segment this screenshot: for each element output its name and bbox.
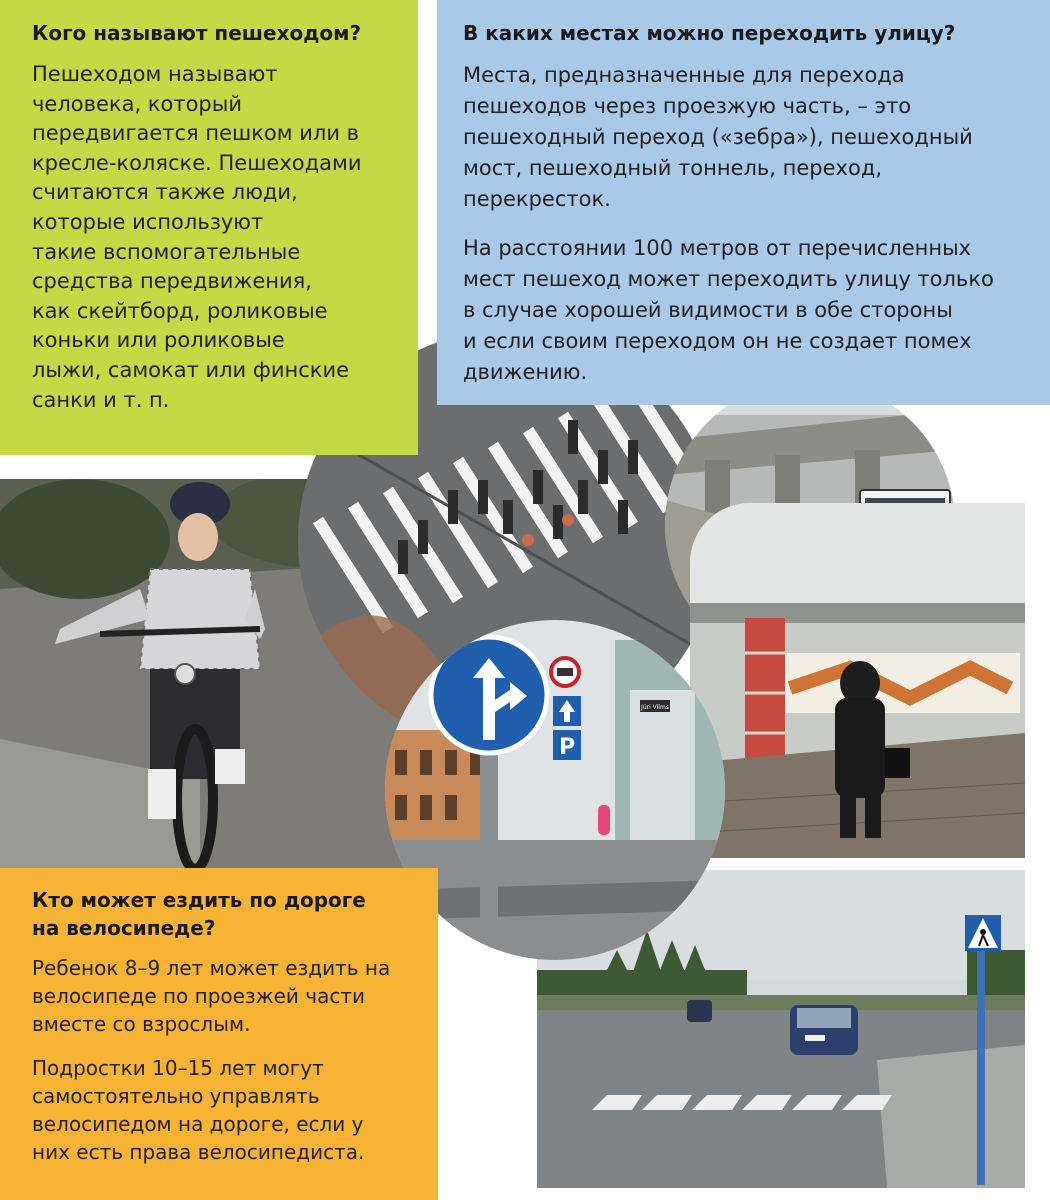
text-line: лыжи, самокат или финские bbox=[32, 357, 350, 382]
text-line: велосипедом на дороге, если у bbox=[32, 1112, 364, 1136]
text-line: мост, пешеходный тоннель, переход, bbox=[463, 156, 883, 180]
text-line: в случае хорошей видимости в обе стороны bbox=[463, 298, 953, 322]
text-line: Ребенок 8–9 лет может ездить на bbox=[32, 956, 391, 980]
text-line: санки и т. п. bbox=[32, 387, 170, 412]
text-line: перекресток. bbox=[463, 187, 611, 211]
crossing-paragraph-1 bbox=[463, 60, 1030, 215]
text-line: коньки или роликовые bbox=[32, 328, 285, 353]
text-line: велосипеде по проезжей части bbox=[32, 984, 365, 1008]
cycling-box bbox=[0, 868, 438, 1200]
text-line: вместе со взрослым. bbox=[32, 1012, 251, 1036]
pedestrian-text bbox=[32, 60, 398, 415]
text-line: как скейтборд, роликовые bbox=[32, 298, 328, 323]
text-line: них есть права велосипедиста. bbox=[32, 1140, 365, 1164]
cycling-paragraph-2 bbox=[32, 1054, 418, 1166]
text-line: считаются также люди, bbox=[32, 180, 298, 205]
text-line: самостоятельно управлять bbox=[32, 1084, 320, 1108]
crossing-paragraph-2 bbox=[463, 233, 1030, 388]
crossing-places-box bbox=[437, 0, 1050, 405]
text-line: движению. bbox=[463, 360, 588, 384]
title-line: на велосипеде? bbox=[32, 916, 216, 940]
text-line: На расстоянии 100 метров от перечисленных bbox=[463, 236, 972, 260]
svg-text:P: P bbox=[558, 735, 576, 760]
cycling-title bbox=[32, 886, 418, 942]
cycling-paragraph-1 bbox=[32, 954, 418, 1038]
text-line: средства передвижения, bbox=[32, 269, 312, 294]
text-line: Подростки 10–15 лет могут bbox=[32, 1056, 324, 1080]
text-line: человека, который bbox=[32, 91, 242, 116]
text-line: мест пешеход может переходить улицу только bbox=[463, 267, 994, 291]
text-line: пешеходный переход («зебра»), пешеходный bbox=[463, 125, 973, 149]
street-name-sign: Jüri Vilms bbox=[641, 704, 669, 711]
pedestrian-definition-box bbox=[0, 0, 418, 455]
text-line: кресле-коляске. Пешеходами bbox=[32, 150, 362, 175]
text-line: Места, предназначенные для перехода bbox=[463, 63, 905, 87]
pedestrian-title: Кого называют пешеходом? bbox=[32, 21, 362, 45]
text-line: которые используют bbox=[32, 209, 264, 234]
text-line: Пешеходом называют bbox=[32, 62, 278, 86]
photo-pedestrian-tunnel bbox=[690, 503, 1025, 858]
text-line: пешеходов через проезжую часть, – это bbox=[463, 94, 912, 118]
crossing-title: В каких местах можно переходить улицу? bbox=[463, 21, 956, 45]
text-line: такие вспомогательные bbox=[32, 239, 301, 264]
title-line: Кто может ездить по дороге bbox=[32, 888, 366, 912]
text-line: и если своим переходом он не создает помех bbox=[463, 329, 972, 353]
text-line: передвигается пешком или в bbox=[32, 121, 360, 146]
